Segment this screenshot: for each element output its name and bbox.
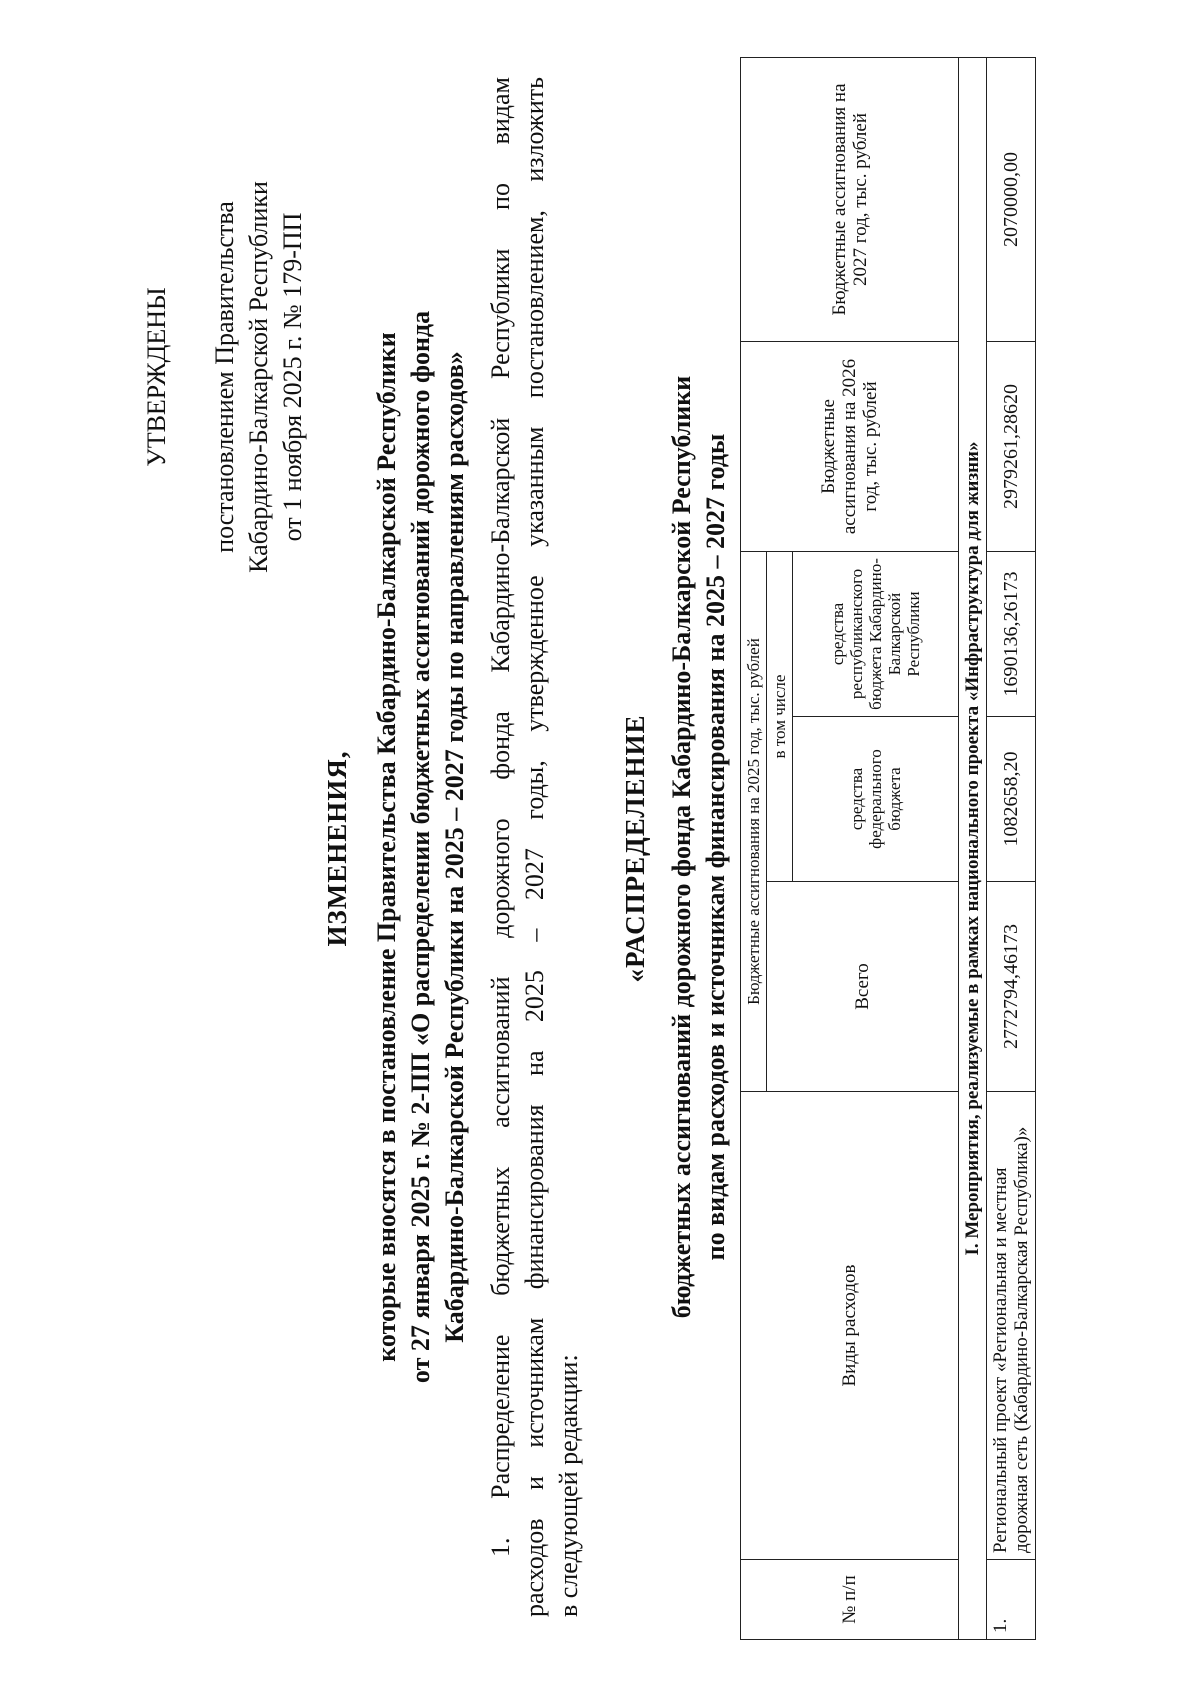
header-republican-funds: средства республиканского бюджета Кабардино-Балкарской Республики xyxy=(793,552,959,717)
row-federal: 1082658,20 xyxy=(987,717,1036,882)
distribution-subtitle-line: по видам расходов и источникам финансирования на 2025 – 2027 годы xyxy=(701,433,730,1261)
header-total: Всего xyxy=(767,882,959,1092)
changes-subtitle-line: Кабардино-Балкарской Республики на 2025 – 2027 годы по направлениям расходов» xyxy=(440,351,469,1343)
header-budget-2027: Бюджетные ассигнования на 2027 год, тыс. рублей xyxy=(741,58,959,342)
row-expense-name: Региональный проект «Региональная и местная дорожная сеть (Кабардино-Балкарская Республика)» xyxy=(987,1092,1036,1560)
section-heading: I. Мероприятия, реализуемые в рамках национального проекта «Инфраструктура для жизни» xyxy=(959,58,987,1640)
table-section-row xyxy=(959,58,987,1640)
approval-line: постановлением Правительства xyxy=(210,201,239,553)
intro-paragraph xyxy=(484,77,586,1617)
row-2026: 2979261,28620 xyxy=(987,342,1036,552)
approval-heading: УТВЕРЖДЕНЫ xyxy=(142,287,171,467)
changes-subtitle xyxy=(370,297,472,1397)
changes-subtitle-line: от 27 января 2025 г. № 2-ПП «О распределении бюджетных ассигнований дорожного фонда xyxy=(406,310,435,1384)
approval-line: от 1 ноября 2025 г. № 179-ПП xyxy=(278,212,307,542)
table-row xyxy=(987,58,1036,1640)
row-total: 2772794,46173 xyxy=(987,882,1036,1092)
header-including: в том числе xyxy=(767,552,793,882)
row-num: 1. xyxy=(987,1560,1036,1640)
header-num: № п/п xyxy=(741,1560,959,1640)
intro-line: расходов и источникам финансирования на 2025 – 2027 годы, утвержденное указанным постановлением, изложить xyxy=(520,77,549,1617)
intro-line: 1. Распределение бюджетных ассигнований дорожного фонда Кабардино-Балкарской Республики по видам xyxy=(486,77,515,1557)
approval-stamp xyxy=(140,137,310,617)
distribution-subtitle xyxy=(665,247,733,1447)
row-republican: 1690136,26173 xyxy=(987,552,1036,717)
changes-subtitle-line: которые вносятся в постановление Правительства Кабардино-Балкарской Республики xyxy=(372,332,401,1362)
header-budget-2025: Бюджетные ассигнования на 2025 год, тыс. рублей xyxy=(741,552,767,1092)
changes-title: ИЗМЕНЕНИЯ, xyxy=(322,750,352,947)
distribution-subtitle-line: бюджетных ассигнований дорожного фонда Кабардино-Балкарской Республики xyxy=(667,375,696,1319)
budget-allocation-table xyxy=(740,57,1036,1640)
intro-line: в следующей редакции: xyxy=(554,1354,583,1617)
header-budget-2026: Бюджетные ассигнования на 2026 год, тыс. рублей xyxy=(741,342,959,552)
distribution-title: «РАСПРЕДЕЛЕНИЕ xyxy=(620,714,650,983)
approval-line: Кабардино-Балкарской Республики xyxy=(244,181,273,573)
row-2027: 2070000,00 xyxy=(987,58,1036,342)
table-header-row xyxy=(741,58,767,1640)
header-expense-types: Виды расходов xyxy=(741,1092,959,1560)
header-federal-funds: средства федерального бюджета xyxy=(793,717,959,882)
